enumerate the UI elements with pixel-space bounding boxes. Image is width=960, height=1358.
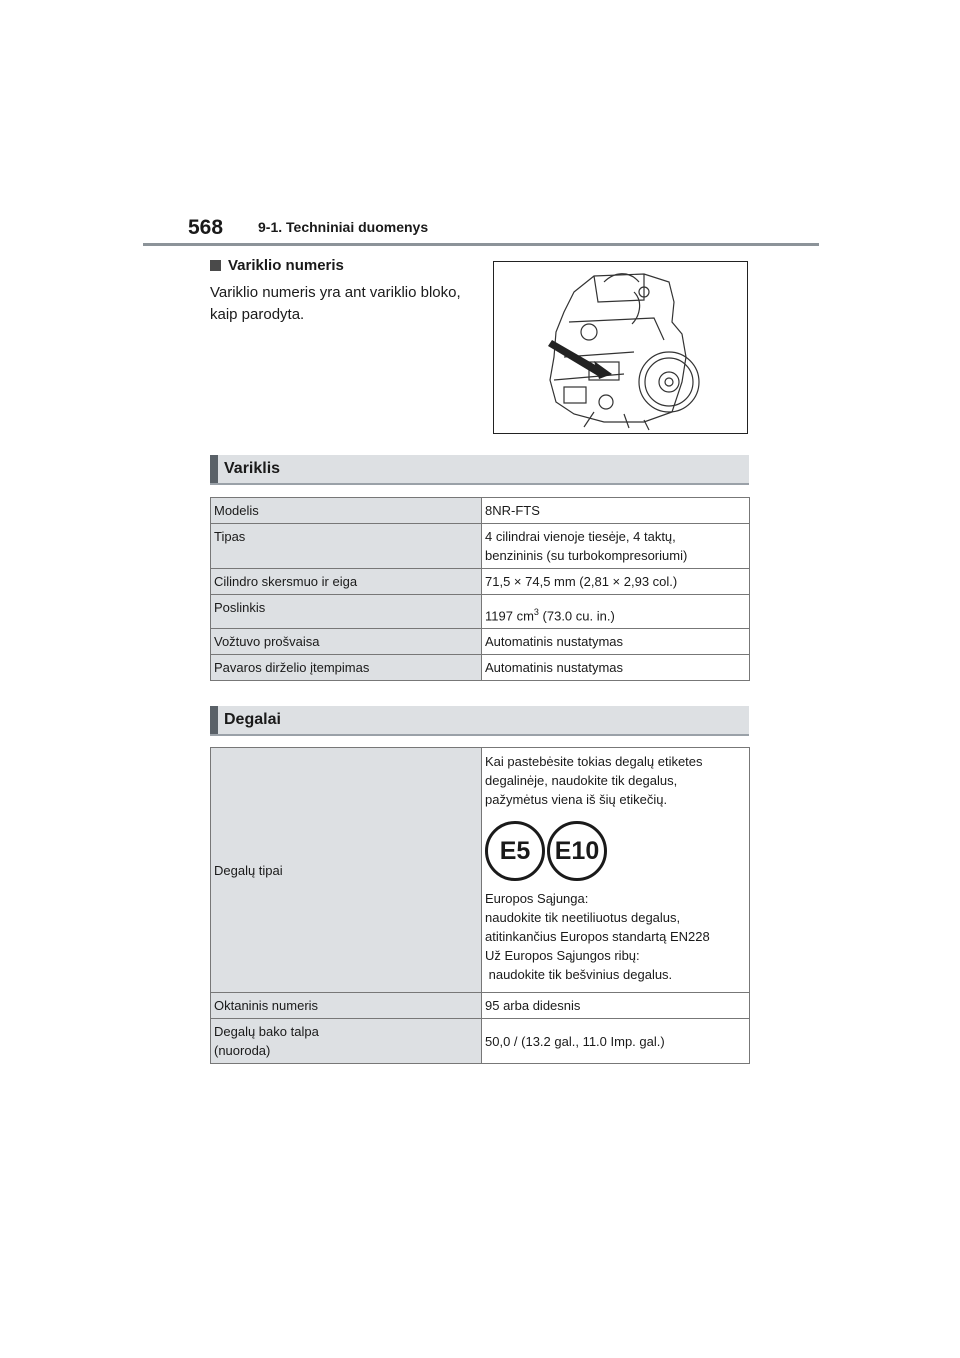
- fuel-spec-table: [210, 747, 750, 1064]
- displacement-imperial: (73.0 cu. in.): [538, 608, 615, 624]
- engine-section-header: [210, 455, 749, 485]
- table-row: [211, 993, 750, 1019]
- spec-label: Poslinkis: [211, 595, 482, 629]
- spec-label-line: Degalų bako talpa: [214, 1024, 319, 1039]
- table-row: [211, 595, 750, 629]
- fuel-types-value: [482, 748, 750, 993]
- e10-fuel-label: E10: [547, 821, 607, 881]
- spec-value: Automatinis nustatymas: [482, 655, 750, 681]
- fuel-note-line: Už Europos Sąjungos ribų:: [485, 948, 640, 963]
- spec-value: [482, 524, 750, 569]
- table-row: [211, 569, 750, 595]
- spec-value-line: 4 cilindrai vienoje tiesėje, 4 taktų,: [485, 529, 676, 544]
- fuel-section-header: [210, 706, 749, 736]
- spec-label: Oktaninis numeris: [211, 993, 482, 1019]
- table-row: [211, 629, 750, 655]
- spec-value: 95 arba didesnis: [482, 993, 750, 1019]
- fuel-note-line: naudokite tik neetiliuotus degalus,: [485, 910, 681, 925]
- spec-label: [211, 1019, 482, 1064]
- spec-value: Automatinis nustatymas: [482, 629, 750, 655]
- header-divider: [143, 243, 819, 246]
- spec-label-line: (nuoroda): [214, 1043, 271, 1058]
- section-title: 9-1. Techniniai duomenys: [258, 219, 429, 235]
- engine-number-heading: [210, 257, 344, 274]
- spec-value: 71,5 × 74,5 mm (2,81 × 2,93 col.): [482, 569, 750, 595]
- spec-value: [482, 595, 750, 629]
- spec-value-line: benzininis (su turbokompresoriumi): [485, 548, 688, 563]
- fuel-note-line: atitinkančius Europos standartą EN228: [485, 929, 710, 944]
- engine-drawing: [494, 262, 747, 433]
- fuel-intro-line: pažymėtus viena iš šių etikečių.: [485, 792, 668, 807]
- spec-label: Vožtuvo prošvaisa: [211, 629, 482, 655]
- displacement-value: 1197 cm: [485, 608, 534, 624]
- spec-label: Modelis: [211, 498, 482, 524]
- table-row: [211, 655, 750, 681]
- spec-label: Degalų tipai: [211, 748, 482, 993]
- engine-illustration: [493, 261, 748, 434]
- table-row: [211, 524, 750, 569]
- section-marker-bar: [210, 706, 218, 734]
- fuel-labels: [485, 821, 746, 881]
- spec-label: Pavaros dirželio įtempimas: [211, 655, 482, 681]
- table-row: [211, 1019, 750, 1064]
- engine-spec-table: [210, 497, 750, 681]
- square-bullet-icon: [210, 260, 221, 271]
- table-row: [211, 498, 750, 524]
- spec-value: 8NR-FTS: [482, 498, 750, 524]
- engine-number-description: Variklio numeris yra ant variklio bloko, kaip parodyta.: [210, 284, 461, 323]
- fuel-note-line: Europos Sąjunga:: [485, 891, 589, 906]
- fuel-section-title: Degalai: [224, 711, 281, 728]
- e5-fuel-label: E5: [485, 821, 545, 881]
- spec-value: 50,0 / (13.2 gal., 11.0 Imp. gal.): [482, 1019, 750, 1064]
- fuel-intro-line: Kai pastebėsite tokias degalų etiketes: [485, 754, 703, 769]
- spec-label: Cilindro skersmuo ir eiga: [211, 569, 482, 595]
- fuel-intro-line: degalinėje, naudokite tik degalus,: [485, 773, 678, 788]
- fuel-note-line: naudokite tik bešvinius degalus.: [485, 967, 673, 982]
- spec-label: Tipas: [211, 524, 482, 569]
- engine-section-title: Variklis: [224, 460, 281, 477]
- table-row: [211, 748, 750, 993]
- displacement-exponent: 3: [533, 607, 539, 617]
- page-number: 568: [188, 216, 224, 239]
- section-marker-bar: [210, 455, 218, 483]
- engine-number-heading-text: Variklio numeris: [228, 257, 344, 274]
